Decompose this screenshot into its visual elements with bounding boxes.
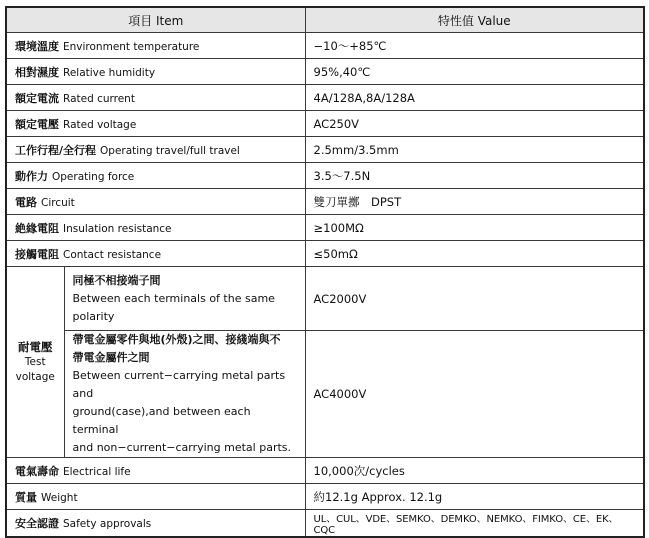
- header-row: [6, 7, 644, 33]
- value-cell: AC250V: [305, 111, 644, 137]
- item-cell: [6, 510, 305, 538]
- value-cell: 約12.1g Approx. 12.1g: [305, 484, 644, 510]
- item-zh: 質量: [15, 490, 37, 504]
- item-zh: 電路: [15, 195, 37, 209]
- item-en: Insulation resistance: [63, 222, 172, 235]
- test-voltage-en-1: Test: [24, 355, 46, 368]
- table-row: [6, 59, 644, 85]
- item-cell: [6, 189, 305, 215]
- test-voltage-sub1-value: AC2000V: [305, 267, 644, 331]
- test-voltage-cell: [6, 267, 64, 458]
- item-cell: [6, 85, 305, 111]
- spec-table: [5, 6, 645, 538]
- item-en: Rated voltage: [63, 118, 137, 131]
- item-zh: 絶緣電阻: [15, 221, 59, 235]
- value-cell: 4A/128A,8A/128A: [305, 85, 644, 111]
- item-zh: 環境溫度: [15, 39, 59, 53]
- table-row: [6, 163, 644, 189]
- table-row: [6, 189, 644, 215]
- item-en: Relative humidity: [63, 66, 156, 79]
- item-zh: 工作行程/全行程: [15, 143, 97, 157]
- item-en: Circuit: [41, 196, 75, 209]
- table-row: [6, 458, 644, 484]
- item-zh: 額定電流: [15, 91, 59, 105]
- test-voltage-sub2-value: AC4000V: [305, 331, 644, 458]
- test-voltage-row-1: [6, 267, 644, 331]
- table-row: [6, 484, 644, 510]
- item-zh: 相對濕度: [15, 65, 59, 79]
- value-cell: 2.5mm/3.5mm: [305, 137, 644, 163]
- item-cell: [6, 458, 305, 484]
- item-zh: 安全認證: [15, 517, 59, 530]
- sub2-en-3: and non−current−carrying metal parts.: [72, 441, 292, 454]
- item-en: Operating force: [52, 170, 135, 183]
- item-cell: [6, 163, 305, 189]
- sub1-zh: 同極不相接端子間: [72, 273, 161, 287]
- table-row: [6, 215, 644, 241]
- sub2-zh-1: 帶電金屬零件與地(外殼)之間、接綫端與不: [72, 333, 281, 346]
- item-cell: [6, 111, 305, 137]
- table-row: [6, 137, 644, 163]
- item-cell: [6, 59, 305, 85]
- item-cell: [6, 215, 305, 241]
- test-voltage-row-2: [6, 331, 644, 458]
- value-cell: ≥100MΩ: [305, 215, 644, 241]
- test-voltage-zh: 耐電壓: [18, 339, 53, 354]
- item-zh: 動作力: [15, 169, 48, 183]
- value-cell: −10～+85℃: [305, 33, 644, 59]
- test-voltage-sub2-desc: [64, 331, 305, 458]
- test-voltage-sub1-desc: [64, 267, 305, 331]
- item-cell: [6, 137, 305, 163]
- item-en: Contact resistance: [63, 248, 162, 261]
- value-cell: 10,000次/cycles: [305, 458, 644, 484]
- table-row: [6, 510, 644, 538]
- item-en: Environment temperature: [63, 40, 200, 53]
- sub2-zh-2: 帶電金屬件之間: [72, 351, 150, 364]
- test-voltage-en-2: voltage: [15, 370, 55, 383]
- item-en: Safety approvals: [63, 518, 152, 530]
- item-cell: [6, 33, 305, 59]
- value-cell: ≤50mΩ: [305, 241, 644, 267]
- item-cell: [6, 484, 305, 510]
- item-zh: 額定電壓: [15, 117, 59, 131]
- item-cell: [6, 241, 305, 267]
- header-item: 項目 Item: [6, 7, 305, 33]
- sub2-en-2: ground(case),and between each terminal: [72, 405, 251, 436]
- header-value: 特性值 Value: [305, 7, 644, 33]
- value-cell: 3.5～7.5N: [305, 163, 644, 189]
- spec-table-container: [5, 6, 645, 538]
- value-cell: UL、CUL、VDE、SEMKO、DEMKO、NEMKO、FIMKO、CE、EK、CQC: [305, 510, 644, 538]
- item-en: Electrical life: [63, 465, 131, 478]
- table-row: [6, 33, 644, 59]
- item-en: Weight: [41, 491, 78, 504]
- table-row: [6, 85, 644, 111]
- table-row: [6, 111, 644, 137]
- item-en: Rated current: [63, 92, 135, 105]
- item-zh: 電氣壽命: [15, 464, 59, 478]
- table-row: [6, 241, 644, 267]
- value-cell: 95%,40℃: [305, 59, 644, 85]
- value-cell: 雙刀單擲 DPST: [305, 189, 644, 215]
- item-zh: 接觸電阻: [15, 247, 59, 261]
- sub1-en: Between each terminals of the same polarity: [72, 291, 275, 323]
- sub2-en-1: Between current−carrying metal parts and: [72, 369, 286, 400]
- item-en: Operating travel/full travel: [100, 144, 240, 157]
